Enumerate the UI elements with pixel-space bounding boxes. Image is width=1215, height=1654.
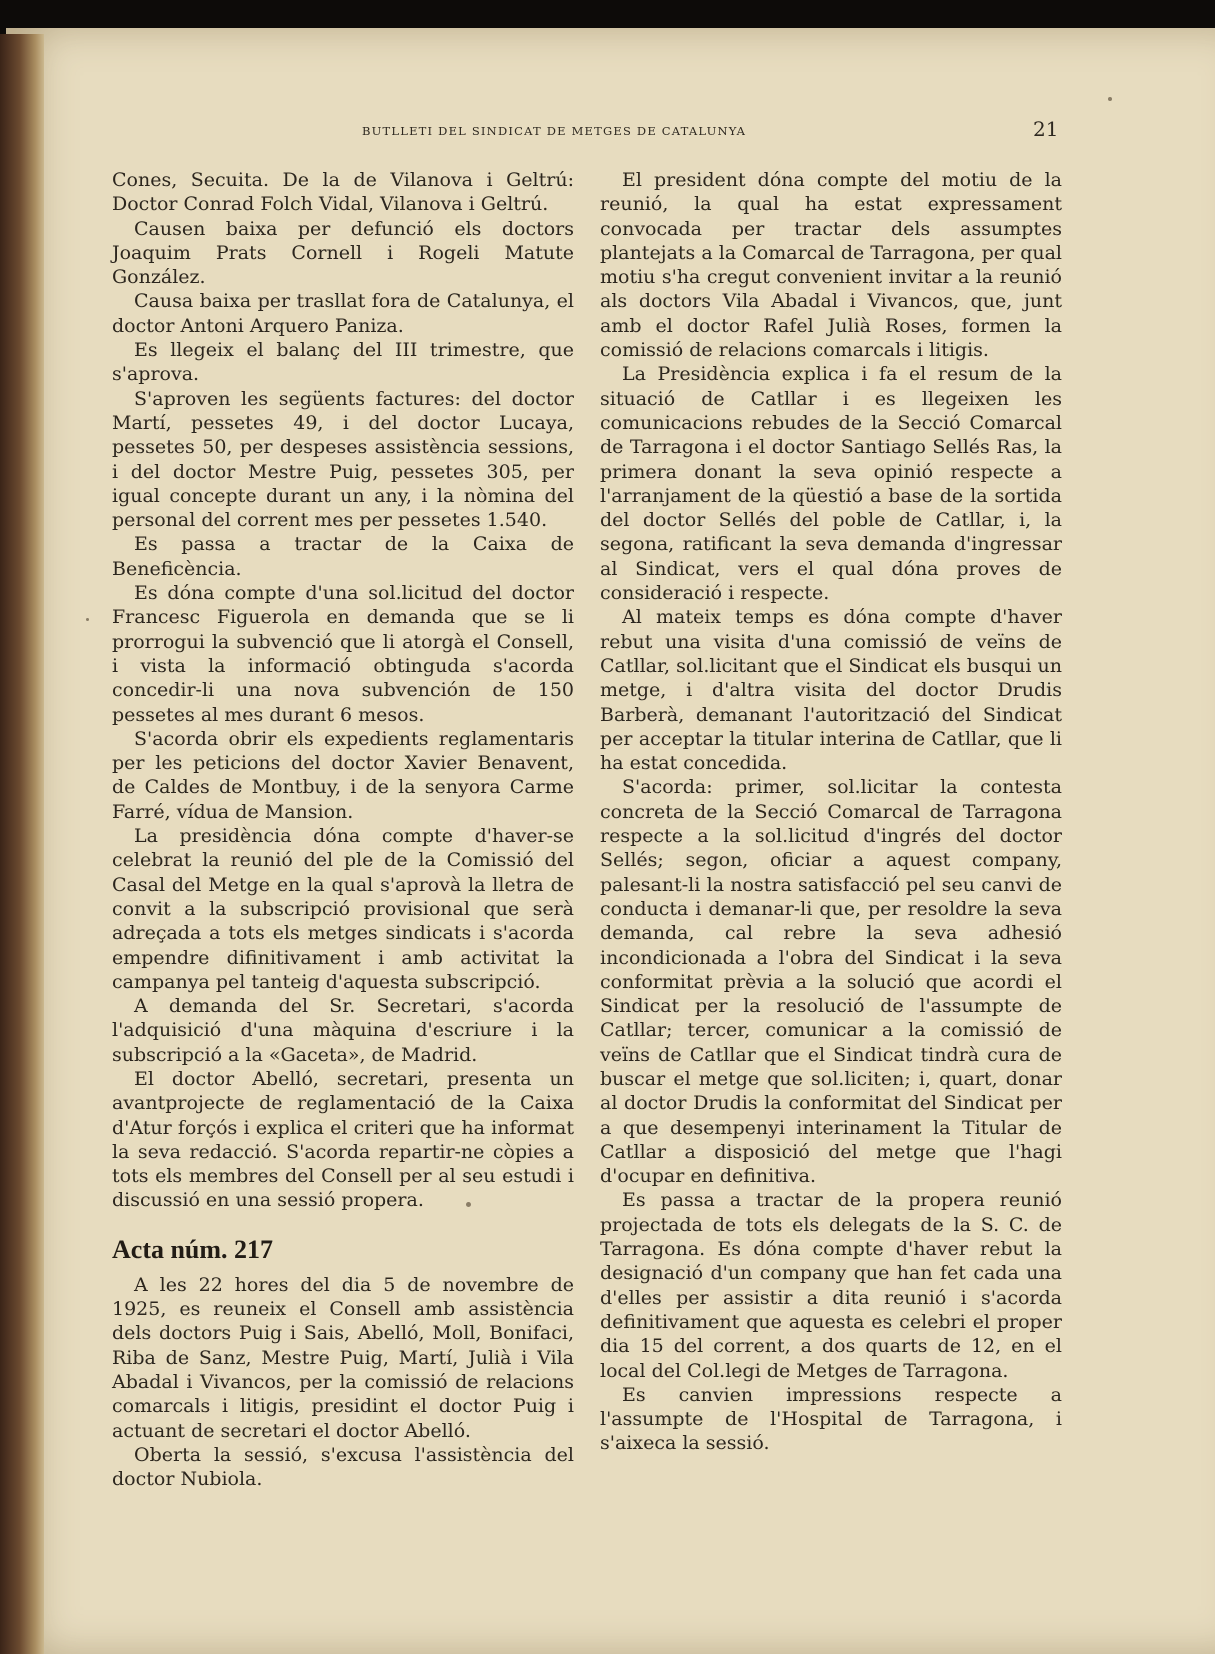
paragraph: S'aproven les següents factures: del doctor Martí, pessetes 49, i del doctor Lucaya, pessetes 50, per despeses assistència sessions, i del doctor Mestre Puig, pessetes 305, per igual concepte durant un any, i la nòmina del personal del corrent mes per pessetes 1.540.: [112, 387, 574, 532]
paragraph: Es dóna compte d'una sol.licitud del doctor Francesc Figuerola en demanda que se li prorrogui la subvenció que li atorgà el Consell, i vista la informació obtinguda s'acorda concedir-li una nova subvención de 150 pessetes al mes durant 6 mesos.: [112, 582, 574, 726]
running-head: BUTLLETI DEL SINDICAT DE METGES DE CATALUNYA: [362, 124, 747, 138]
paragraph: Es canvien impressions respecte a l'assumpte de l'Hospital de Tarragona, i s'aixeca la sessió.: [600, 1383, 1062, 1455]
paper-speck: [1108, 97, 1112, 101]
act-title: Acta núm. 217: [112, 1234, 274, 1264]
book-spine: [0, 34, 44, 1654]
right-column: [600, 168, 1062, 1456]
paragraph: Al mateix temps es dóna compte d'haver rebut una visita d'una comissió de veïns de Catllar, sol.licitant que el Sindicat els busqui un metge, i d'altra visita del doctor Drudis Barberà, demanant l'autorització del Sindicat per acceptar la titular interina de Catllar, que li ha estat concedida.: [600, 606, 1062, 775]
paragraph: La presidència dóna compte d'haver-se celebrat la reunió del ple de la Comissió del Casal del Metge en la qual s'aprovà la lletra de convit a la subscripció provisional que serà adreçada a tots els metges sindicats i s'acorda empendre difinitivament i amb activitat la campanya pel tanteig d'aquesta subscripció.: [112, 825, 574, 993]
paragraph: El doctor Abelló, secretari, presenta un avantprojecte de reglamentació de la Caixa d'Atur forçós i explica el criteri que ha informat la seva redacció. S'acorda repartir-ne còpies a tots els membres del Consell per al seu estudi i discussió en una sessió propera.: [112, 1067, 574, 1212]
paragraph: Causa baixa per trasllat fora de Catalunya, el doctor Antoni Arquero Paniza.: [112, 290, 574, 337]
paragraph: La Presidència explica i fa el resum de la situació de Catllar i es llegeixen les comunicacions rebudes de la Secció Comarcal de Tarragona i el doctor Santiago Sellés Ras, la primera donant la seva opinió respecte a l'arranjament de la qüestió a base de la sortida del doctor Sellés del poble de Catllar, i, la segona, ratificant la seva demanda d'ingressar al Sindicat, vers el qual dóna proves de consideració i respecte.: [600, 363, 1062, 605]
page-number: 21: [1033, 117, 1059, 141]
paragraph: Es passa a tractar de la propera reunió projectada de tots els delegats de la S. C. de Tarragona. Es dóna compte d'haver rebut la designació d'un company que han fet cada una d'elles per assistir a dita reunió i s'acorda definitivament que aquesta es celebri el proper dia 15 del corrent, a dos quarts de 12, en el local del Col.legi de Metges de Tarragona.: [600, 1189, 1062, 1382]
paper-speck: [466, 1202, 471, 1207]
paragraph: Es llegeix el balanç del III trimestre, que s'aprova.: [112, 339, 574, 386]
paragraph: S'acorda obrir els expedients reglamentaris per les peticions del doctor Xavier Benavent, de Caldes de Montbuy, i de la senyora Carme Farré, vídua de Mansion.: [112, 727, 574, 823]
paragraph: El president dóna compte del motiu de la reunió, la qual ha estat expressament convocada per tractar dels assumptes plantejats a la Comarcal de Tarragona, per qual motiu s'ha cregut convenient invitar a la reunió als doctors Vila Abadal i Vivancos, que, junt amb el doctor Rafel Julià Roses, formen la comissió de relacions comarcals i litigis.: [600, 169, 1062, 362]
left-column: [112, 168, 574, 1491]
paragraph: Es passa a tractar de la Caixa de Beneficència.: [112, 533, 574, 580]
paragraph: S'acorda: primer, sol.licitar la contesta concreta de la Secció Comarcal de Tarragona respecte a la sol.licitud d'ingrés del doctor Sellés; segon, oficiar a aquest company, palesant-li la nostra satisfacció pel seu canvi de conducta i demanar-li que, per resoldre la seva demanda, cal rebre la seva adhesió incondicionada a l'obra del Sindicat i la seva conformitat prèvia a la solució que acordi el Sindicat per la resolució de l'assumpte de Catllar; tercer, comunicar a la comissió de veïns de Catllar que el Sindicat tindrà cura de buscar el metge que sol.liciten; i, quart, donar al doctor Drudis la conformitat del Sindicat per a que desempenyi interinament la Titular de Catllar a disposició del metge que l'hagi d'ocupar en definitiva.: [600, 776, 1062, 1188]
paragraph: Oberta la sessió, s'excusa l'assistència del doctor Nubiola.: [112, 1443, 574, 1491]
paragraph: A demanda del Sr. Secretari, s'acorda l'adquisició d'una màquina d'escriure i la subscripció a la «Gaceta», de Madrid.: [112, 995, 574, 1066]
paragraph: A les 22 hores del dia 5 de novembre de 1925, es reuneix el Consell amb assistència dels doctors Puig i Sais, Abelló, Moll, Bonifaci, Riba de Sanz, Mestre Puig, Martí, Julià i Vila Abadal i Vivancos, per la comissió de relacions comarcals i litigis, presidint el doctor Puig i actuant de secretari el doctor Abelló.: [112, 1273, 574, 1442]
paper-speck: [86, 618, 89, 621]
paragraph: Causen baixa per defunció els doctors Joaquim Prats Cornell i Rogeli Matute González.: [112, 217, 574, 289]
paragraph: Cones, Secuita. De la de Vilanova i Geltrú: Doctor Conrad Folch Vidal, Vilanova i Geltrú.: [112, 169, 574, 216]
page-header: [0, 117, 1215, 144]
